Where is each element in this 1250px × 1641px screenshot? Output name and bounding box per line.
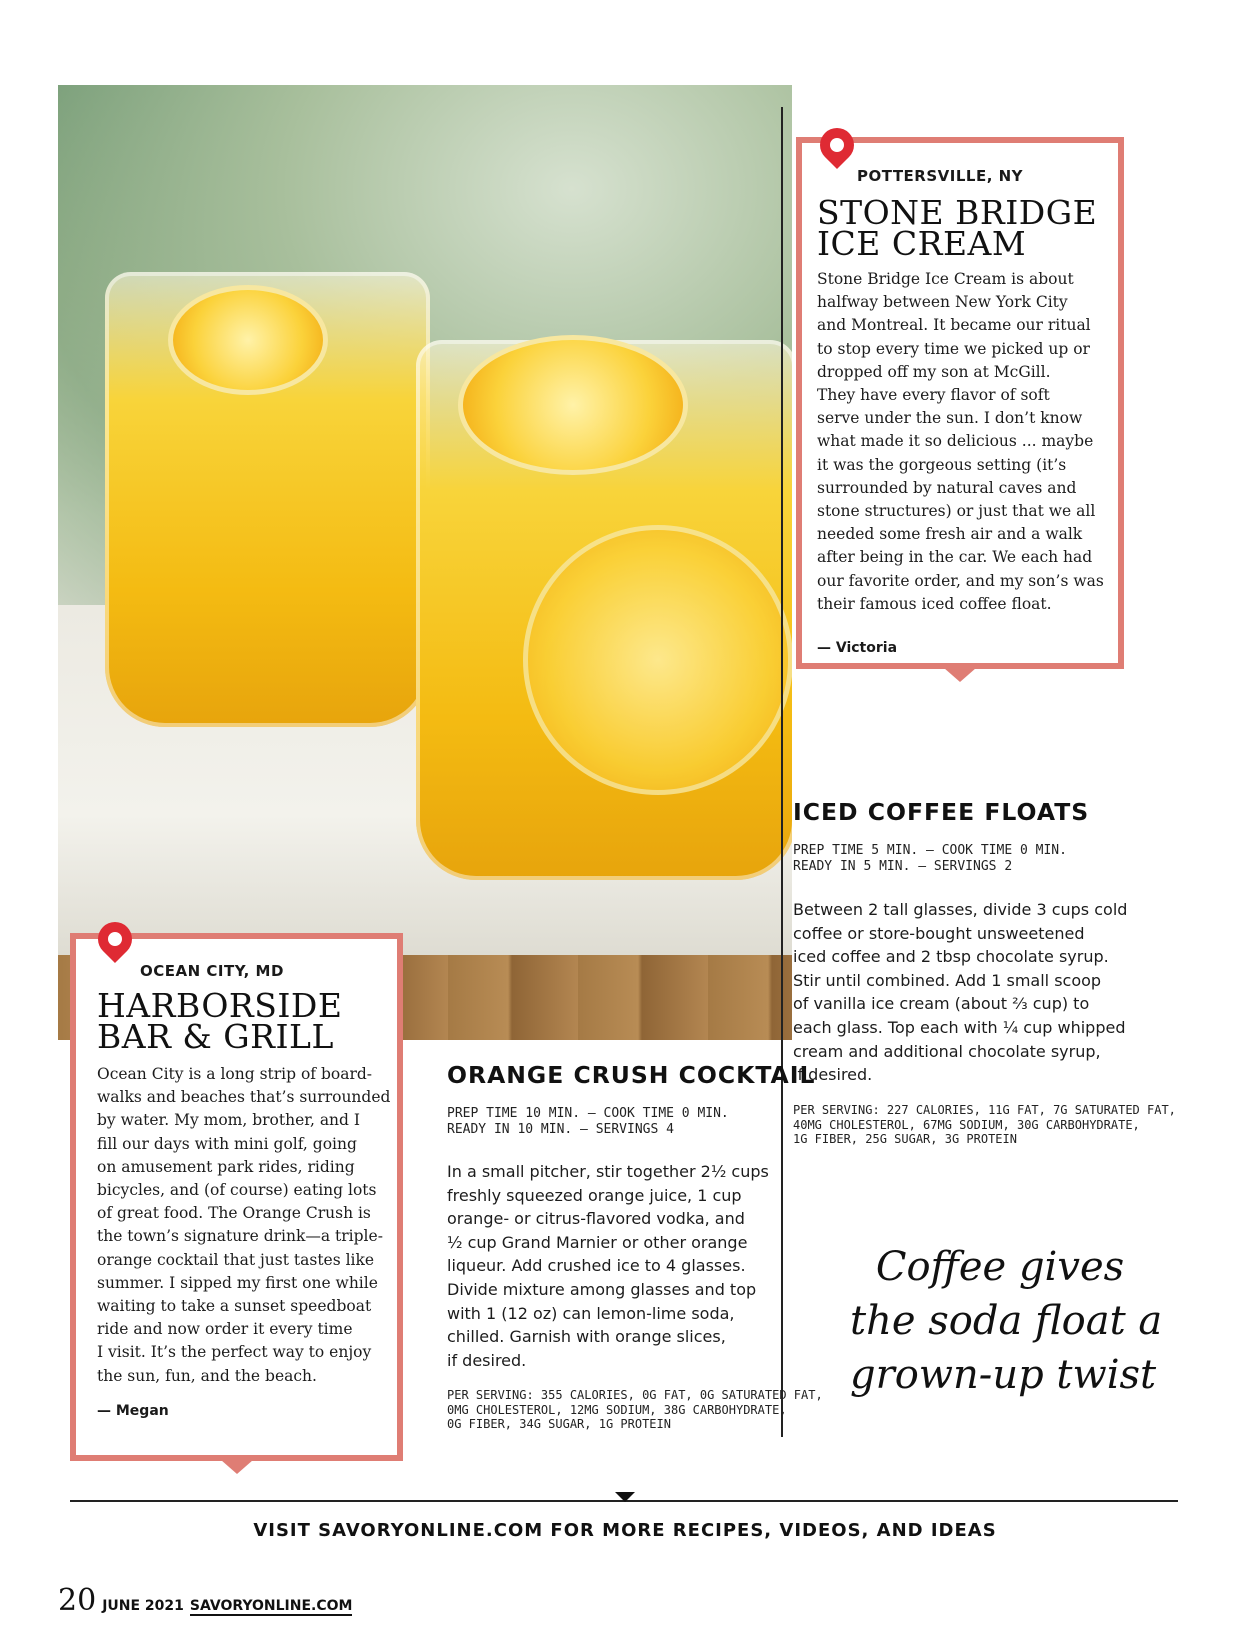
stone-bridge-name: [817, 193, 1098, 263]
callout-line: Coffee gives: [875, 1244, 1125, 1290]
text-line: waiting to take a sunset speedboat: [97, 1297, 372, 1316]
iced-coffee-title: ICED COFFEE FLOATS: [793, 798, 1090, 826]
text-line: PER SERVING: 227 CALORIES, 11G FAT, 7G SATURATED FAT,: [793, 1103, 1176, 1117]
text-line: ride and now order it every time: [97, 1320, 353, 1339]
orange-crush-nutrition: [447, 1388, 823, 1432]
text-line: They have every flavor of soft: [817, 386, 1050, 405]
text-line: walks and beaches that’s surrounded: [97, 1088, 391, 1107]
harborside-name-line2: BAR & GRILL: [97, 1017, 334, 1056]
harborside-name-line1: HARBORSIDE: [97, 986, 343, 1025]
box-pointer: [221, 1460, 253, 1474]
orange-crush-meta: [447, 1106, 729, 1138]
text-line: 40MG CHOLESTEROL, 67MG SODIUM, 30G CARBOHYDRATE,: [793, 1117, 1140, 1132]
orange-crush-directions: [447, 1160, 769, 1372]
harborside-location: OCEAN CITY, MD: [140, 962, 284, 980]
text-line: coffee or store-bought unsweetened: [793, 923, 1085, 943]
meta-line: PREP TIME 10 MIN. – COOK TIME 0 MIN.: [447, 1106, 729, 1121]
orange-slice: [168, 285, 328, 395]
text-line: if desired.: [793, 1065, 873, 1085]
text-line: it was the gorgeous setting (it’s: [817, 455, 1067, 474]
text-line: cream and additional chocolate syrup,: [793, 1041, 1101, 1061]
text-line: fill our days with mini golf, going: [97, 1134, 357, 1153]
text-line: Ocean City is a long strip of board-: [97, 1065, 373, 1083]
text-line: their famous iced coffee float.: [817, 594, 1052, 613]
box-pointer: [944, 668, 976, 682]
callout-line: the soda float a: [850, 1298, 1163, 1344]
text-line: of vanilla ice cream (about ⅔ cup) to: [793, 994, 1090, 1014]
text-line: ½ cup Grand Marnier or other orange: [447, 1232, 748, 1252]
iced-coffee-nutrition: [793, 1103, 1176, 1147]
text-line: 0MG CHOLESTEROL, 12MG SODIUM, 38G CARBOHYDRATE,: [447, 1402, 787, 1417]
text-line: In a small pitcher, stir together 2½ cups: [447, 1162, 769, 1181]
meta-line: PREP TIME 5 MIN. – COOK TIME 0 MIN.: [793, 843, 1067, 858]
text-line: the town’s signature drink—a triple-: [97, 1227, 383, 1246]
stone-bridge-text: [817, 268, 1104, 616]
iced-coffee-directions: [793, 898, 1127, 1087]
text-line: to stop every time we picked up or: [817, 339, 1090, 358]
callout-line: grown-up twist: [850, 1352, 1157, 1398]
text-line: liqueur. Add crushed ice to 4 glasses.: [447, 1256, 746, 1276]
text-line: freshly squeezed orange juice, 1 cup: [447, 1185, 742, 1205]
text-line: Divide mixture among glasses and top: [447, 1279, 757, 1299]
text-line: with 1 (12 oz) can lemon-lime soda,: [447, 1303, 735, 1323]
text-line: each glass. Top each with ¼ cup whipped: [793, 1017, 1126, 1037]
text-line: serve under the sun. I don’t know: [817, 409, 1083, 428]
visit-website-link[interactable]: VISIT SAVORYONLINE.COM FOR MORE RECIPES, VIDEOS, AND IDEAS: [253, 1520, 997, 1541]
footer-arrow-icon: [615, 1492, 635, 1502]
text-line: chilled. Garnish with orange slices,: [447, 1327, 726, 1347]
text-line: and Montreal. It became our ritual: [817, 316, 1091, 335]
text-line: our favorite order, and my son’s was: [817, 571, 1104, 590]
orange-slice: [523, 525, 792, 795]
text-line: after being in the car. We each had: [817, 548, 1093, 567]
text-line: iced coffee and 2 tbsp chocolate syrup.: [793, 947, 1109, 967]
page-folio: [58, 1583, 352, 1618]
text-line: what made it so delicious ... maybe: [817, 432, 1094, 451]
harborside-signature: — Megan: [97, 1403, 169, 1419]
harborside-text: [97, 1063, 390, 1388]
text-line: Stir until combined. Add 1 small scoop: [793, 970, 1102, 990]
iced-coffee-meta: [793, 843, 1067, 875]
text-line: on amusement park rides, riding: [97, 1157, 355, 1176]
orange-crush-title: ORANGE CRUSH COCKTAIL: [447, 1061, 816, 1089]
text-line: Between 2 tall glasses, divide 3 cups cold: [793, 900, 1128, 919]
text-line: orange cocktail that just tastes like: [97, 1250, 375, 1269]
orange-slice: [458, 335, 688, 475]
text-line: 1G FIBER, 25G SUGAR, 3G PROTEIN: [793, 1132, 1017, 1146]
text-line: stone structures) or just that we all: [817, 502, 1096, 521]
text-line: I visit. It’s the perfect way to enjoy: [97, 1343, 372, 1362]
meta-line: READY IN 5 MIN. – SERVINGS 2: [793, 859, 1013, 874]
text-line: 0G FIBER, 34G SUGAR, 1G PROTEIN: [447, 1417, 671, 1431]
text-line: summer. I sipped my first one while: [97, 1273, 378, 1292]
text-line: halfway between New York City: [817, 293, 1068, 312]
orange-cocktail-photo: [58, 85, 792, 1040]
text-line: Stone Bridge Ice Cream is about: [817, 270, 1074, 288]
column-divider: [781, 107, 783, 1437]
harborside-name: [97, 986, 343, 1056]
text-line: of great food. The Orange Crush is: [97, 1204, 371, 1223]
stone-bridge-location: POTTERSVILLE, NY: [857, 167, 1024, 185]
meta-line: READY IN 10 MIN. – SERVINGS 4: [447, 1122, 674, 1137]
issue-date: JUNE 2021: [102, 1598, 184, 1614]
stone-bridge-name-line1: STONE BRIDGE: [817, 193, 1098, 232]
text-line: surrounded by natural caves and: [817, 478, 1077, 497]
text-line: if desired.: [447, 1350, 527, 1370]
text-line: the sun, fun, and the beach.: [97, 1366, 317, 1385]
text-line: dropped off my son at McGill.: [817, 362, 1051, 381]
text-line: needed some fresh air and a walk: [817, 525, 1083, 544]
coffee-callout: [850, 1240, 1163, 1402]
text-line: orange- or citrus-flavored vodka, and: [447, 1209, 745, 1229]
text-line: by water. My mom, brother, and I: [97, 1111, 361, 1130]
site-link[interactable]: SAVORYONLINE.COM: [189, 1598, 353, 1614]
stone-bridge-signature: — Victoria: [817, 640, 898, 656]
stone-bridge-name-line2: ICE CREAM: [817, 224, 1027, 263]
page-number: 20: [58, 1583, 97, 1618]
text-line: bicycles, and (of course) eating lots: [97, 1181, 377, 1200]
text-line: PER SERVING: 355 CALORIES, 0G FAT, 0G SATURATED FAT,: [447, 1388, 823, 1402]
